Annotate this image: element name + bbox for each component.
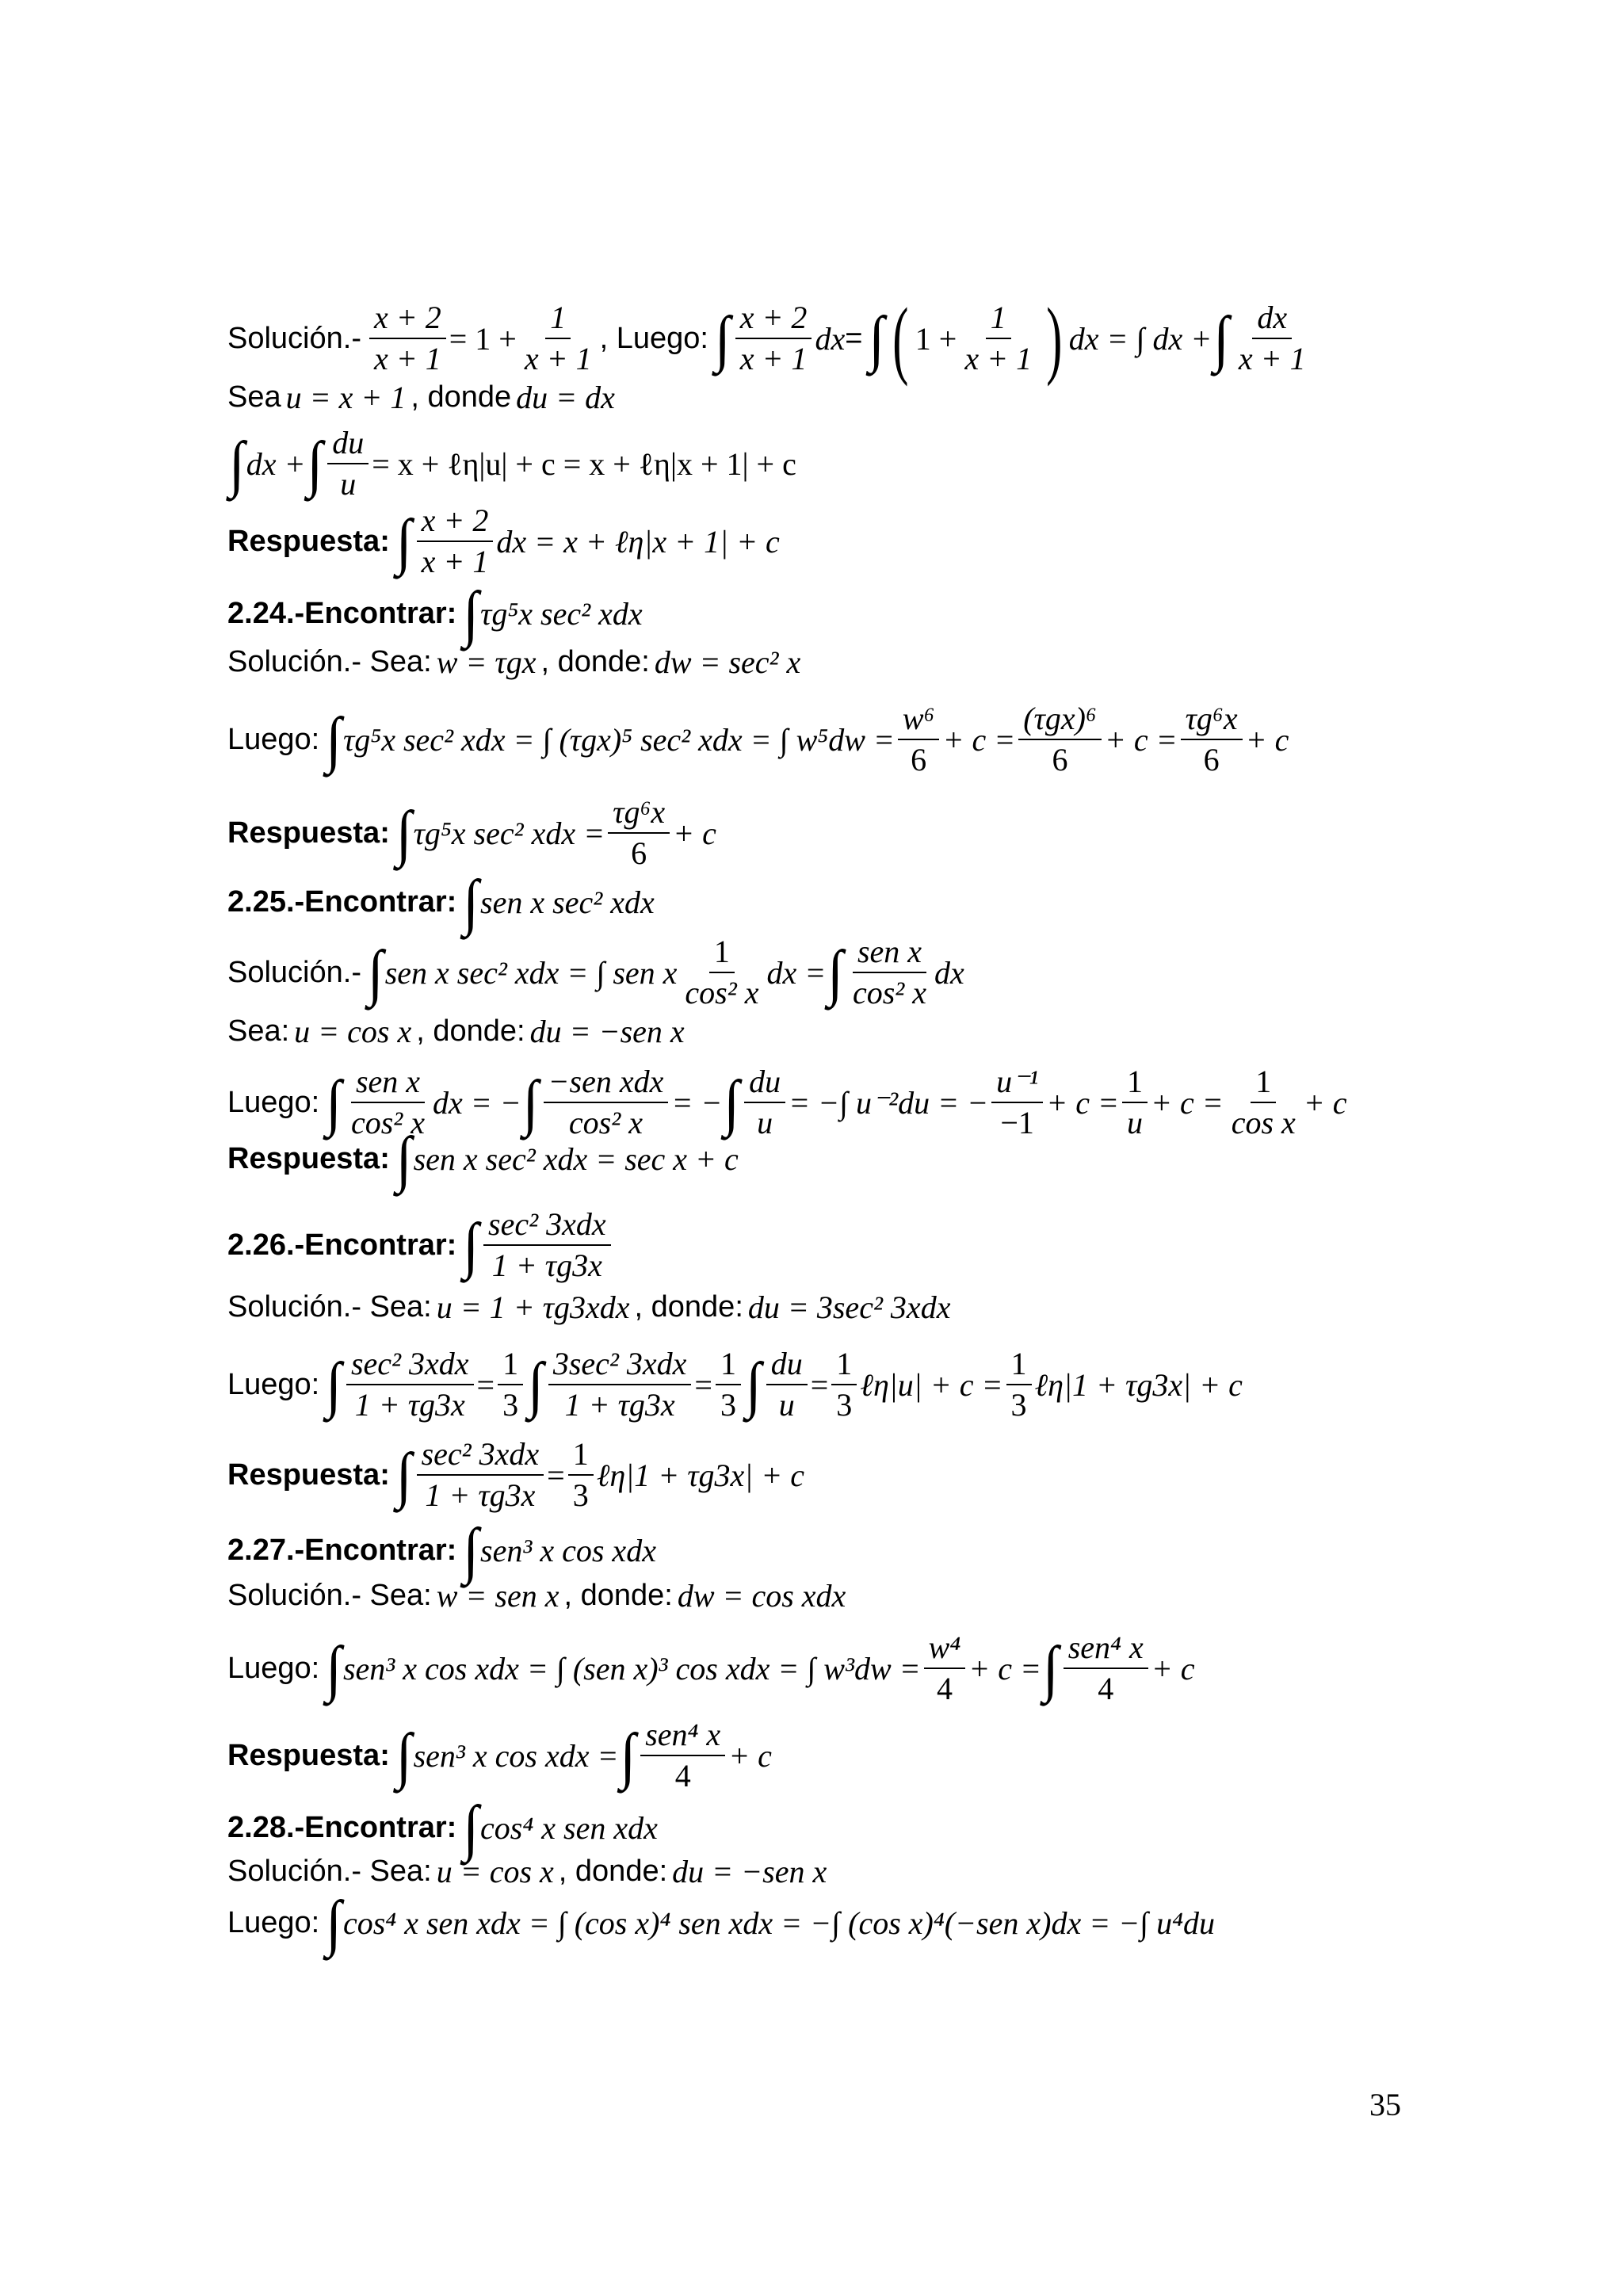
problem-2-25-answer: Respuesta: ∫ sen x sec² xdx = sec x + c: [227, 1124, 739, 1194]
math-expression: ∫ dx + ∫ $\frac{du}{u}$ = x + ℓη|u| + c = x + ℓη|x + 1| + c: [229, 425, 796, 502]
problem-2-24-answer: Respuesta: ∫ τg⁵x sec² xdx = $\frac{\text{τg⁶x}}{6}$ + c: [227, 794, 716, 871]
integral-sign: ∫: [869, 304, 885, 373]
problem-2-27-substitution: Solución.- Sea: w = sen x , donde: dw = cos xdx: [227, 1578, 846, 1614]
problem-2-26-answer: Respuesta: ∫ $\frac{\text{sec² 3xdx}}{1 + \tau g3x}$ = $\frac{1}{3}$ ℓη|1 + τg3x| + c: [227, 1436, 805, 1513]
problem-2-26-steps: Luego: ∫ $\frac{\text{sec² 3xdx}}{1 + \tau g3x}$ = $\frac{1}{3}$ ∫ $\frac{\text{3sec² 3xdx}}{1 + \tau g3x}$ = $\frac{1}{3}$ ∫ $\frac{du}{u}$ = $\frac{1}{3}$ ℓη|u| + c = $\frac{1}{3}$ ℓη|1 + τg3x| + c: [227, 1346, 1243, 1423]
fraction: $\frac{x + 2}{x + 1}$: [369, 300, 446, 377]
problem-2-25-title: 2.25.-Encontrar: ∫ sen x sec² xdx: [227, 867, 655, 937]
fraction: $\frac{1}{x + 1}$: [964, 300, 1033, 376]
problem-2-24-title: 2.24.-Encontrar: ∫ τg⁵x sec² xdx: [227, 579, 643, 648]
answer-line: [227, 502, 780, 580]
problem-2-25-solution: Solución.- ∫ sen x sec² xdx = ∫ sen x $\frac{1}{\text{cos² x}}$ dx = ∫ $\frac{\text{sen x}}{\text{cos² x}}$ dx: [227, 934, 964, 1010]
math-expression: ∫ ( 1 + $\frac{1}{x + 1}$ ) dx = ∫ dx + ∫ $\frac{dx}{x + 1}$: [867, 295, 1313, 382]
equals-sign: =: [845, 321, 863, 355]
fraction: $\frac{x + 2}{x + 1}$: [735, 300, 812, 377]
problem-2-24-substitution: Solución.- Sea: w = τgx , donde: dw = sec² x: [227, 644, 801, 680]
problem-2-28-title: 2.28.-Encontrar: ∫ cos⁴ x sen xdx: [227, 1793, 658, 1862]
problem-2-25-steps: Luego: ∫ $\frac{\text{sen x}}{\text{cos² x}}$ dx = − ∫ $\frac{\text{−sen xdx}}{\text{cos² x}}$ = − ∫ $\frac{du}{u}$ = −∫ u⁻²du = − $\frac{\text{u⁻¹}}{-1}$ + c = $\frac{1}{u}$ + c = $\frac{1}{\text{cos x}}$ + c: [227, 1064, 1347, 1140]
problem-2-26-title: 2.26.-Encontrar: ∫ $\frac{\text{sec² 3xdx}}{1 + \tau g3x}$: [227, 1206, 614, 1284]
problem-2-26-substitution: Solución.- Sea: u = 1 + τg3xdx , donde: du = 3sec² 3xdx: [227, 1289, 951, 1325]
fraction: $\frac{dx}{x + 1}$: [1238, 300, 1306, 376]
fraction: $\frac{1}{x + 1}$: [524, 300, 592, 376]
problem-2-27-steps: Luego: ∫ sen³ x cos xdx = ∫ (sen x)³ cos xdx = ∫ w³dw = $\frac{\text{w⁴}}{4}$ + c = ∫ $\frac{\text{sen⁴ x}}{4}$ + c: [227, 1629, 1195, 1706]
page-number: 35: [1369, 2087, 1401, 2122]
problem-2-28-substitution: Solución.- Sea: u = cos x , donde: du = −sen x: [227, 1854, 827, 1889]
math-expression: ∫ $\frac{x + 2}{x + 1}$ dx = x + ℓη|x + 1| + c: [395, 502, 780, 579]
problem-2-24-steps: Luego: ∫ τg⁵x sec² xdx = ∫ (τgx)⁵ sec² xdx = ∫ w⁵dw = $\frac{\text{w⁶}}{6}$ + c = $\frac{\text{(τgx)⁶}}{6}$ + c = $\frac{\text{τg⁶x}}{6}$ + c: [227, 701, 1289, 777]
math-expression: ∫ $\frac{x + 2}{x + 1}$ dx: [714, 300, 846, 376]
math-expression: $\frac{x + 2}{x + 1}$ = 1 + $\frac{1}{x + 1}$: [366, 300, 600, 377]
solution-2-23-line: [227, 290, 1314, 387]
luego-label: , Luego:: [599, 321, 708, 355]
problem-2-27-title: 2.27.-Encontrar: ∫ sen³ x cos xdx: [227, 1515, 656, 1585]
integral-sign: ∫: [714, 304, 731, 373]
problem-2-25-substitution: Sea: u = cos x , donde: du = −sen x: [227, 1014, 685, 1049]
solution-label: Solución.-: [227, 321, 361, 355]
problem-2-27-answer: Respuesta: ∫ sen³ x cos xdx = ∫ $\frac{\text{sen⁴ x}}{4}$ + c: [227, 1717, 772, 1794]
respuesta-label: Respuesta:: [227, 524, 390, 558]
integral-sign: ∫: [1213, 304, 1229, 373]
integration-step-line: [227, 425, 796, 502]
problem-2-28-steps: Luego: ∫ cos⁴ x sen xdx = ∫ (cos x)⁴ sen xdx = −∫ (cos x)⁴(−sen x)dx = −∫ u⁴du: [227, 1888, 1216, 1958]
substitution-line: Sea u = x + 1 , donde du = dx: [227, 380, 615, 415]
